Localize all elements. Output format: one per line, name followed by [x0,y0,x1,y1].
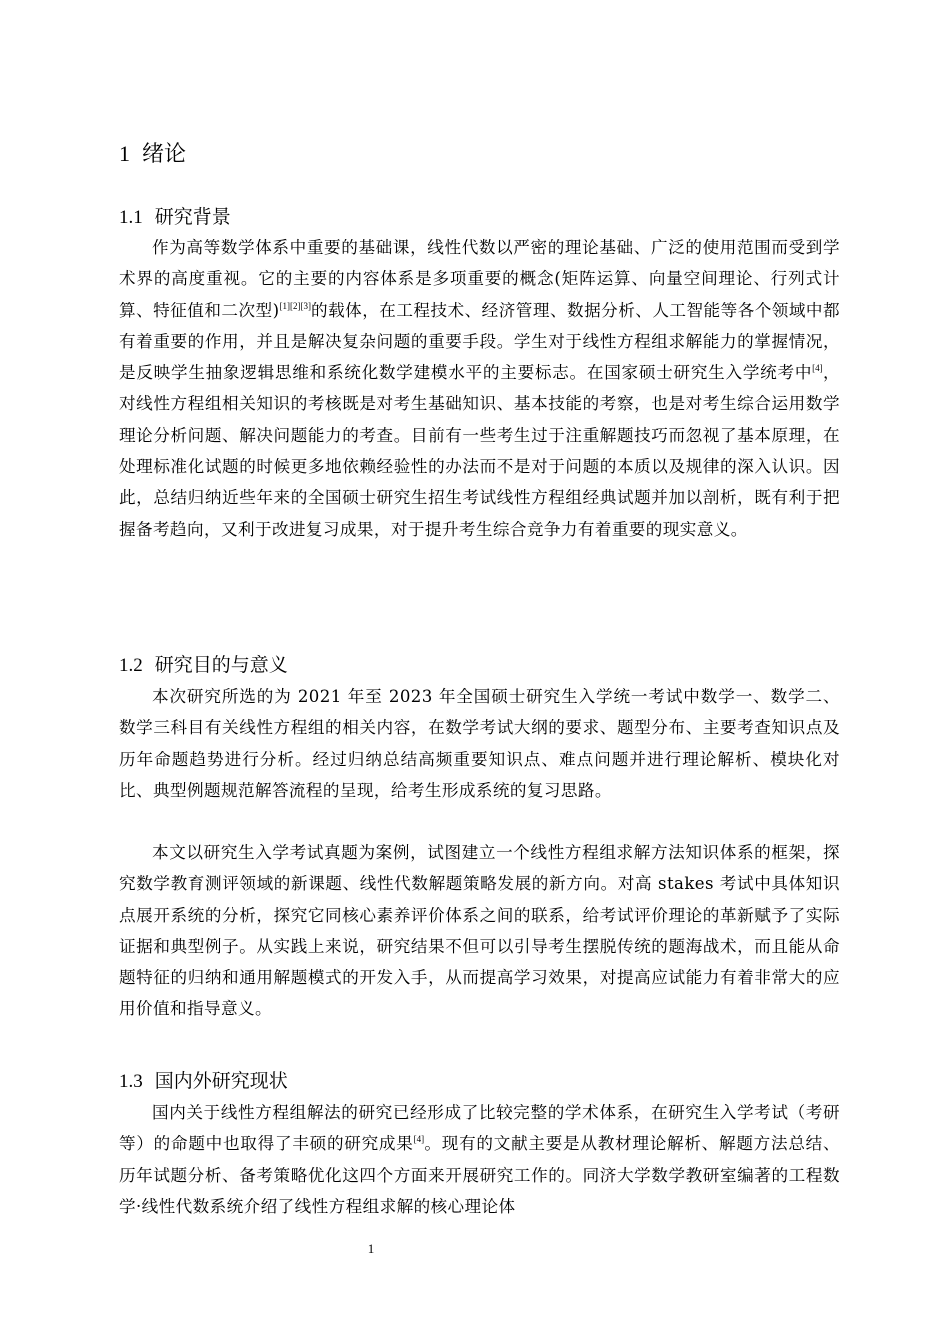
paragraph-text: 本文以研究生入学考试真题为案例，试图建立一个线性方程组求解方法知识体系的框架，探究数学教育测评领域的新课题、线性代数解题策略发展的新方向。对高 stakes 考试中具体知识点展开系统的分析，探究它同核心素养评价体系之间的联系，给考试评价理论的革新赋予了实际证据和典型例子。从实践上来说，研究结果不但可以引导考生摆脱传统的题海战术，而且能从命题特征的归纳和通用解题模式的开发入手，从而提高学习效果，对提高应试能力有着非常大的应用价值和指导意义。 [119,843,840,1019]
section-number: 1.1 [119,207,143,228]
section-title-text: 国内外研究现状 [154,1070,288,1092]
citation-ref: [4] [413,1134,425,1145]
section-heading-1-3 [119,1068,288,1095]
citation-ref: [1][2][3] [279,300,311,311]
chapter-title [119,139,186,170]
paragraph-purpose [119,681,840,806]
paragraph-text: 国内关于线性方程组解法的研究已经形成了比较完整的学术体系，在研究生入学考试（考研等）的命题中也取得了丰硕的研究成果 [119,1103,840,1154]
section-heading-1-2 [119,652,288,679]
paragraph-research-background [119,232,840,545]
page-number: 1 [367,1241,375,1256]
section-number: 1.3 [119,1071,143,1092]
paragraph-text: 的载体，在工程技术、经济管理、数据分析、人工智能等各个领域中都有着重要的作用，并且是解决复杂问题的重要手段。学生对于线性方程组求解能力的掌握情况，是反映学生抽象逻辑思维和系统化数学建模水平的主要标志。在国家硕士研究生入学统考中 [119,300,840,383]
section-number: 1.2 [119,655,143,676]
paragraph-significance [119,837,840,1025]
paragraph-text: 作为高等数学体系中重要的基础课，线性代数以严密的理论基础、广泛的使用范围而受到学术界的高度重视。它的主要的内容体系是多项重要的概念(矩阵运算、向量空间理论、行列式计算、特征值和二次型) [119,238,840,320]
paragraph-text: ，对线性方程组相关知识的考核既是对考生基础知识、基本技能的考察，也是对考生综合运用数学理论分析问题、解决问题能力的考查。目前有一些考生过于注重解题技巧而忽视了基本原理，在处理标准化试题的时候更多地依赖经验性的办法而不是对于问题的本质以及规律的深入认识。因此，总结归纳近些年来的全国硕士研究生招生考试线性方程组经典试题并加以剖析，既有利于把握备考趋向，又利于改进复习成果，对于提升考生综合竞争力有着重要的现实意义。 [119,363,841,539]
paragraph-text: 。现有的文献主要是从教材理论解析、解题方法总结、历年试题分析、备考策略优化这四个方面来开展研究工作的。同济大学数学教研室编著的工程数学·线性代数系统介绍了线性方程组求解的核心理论体 [119,1134,840,1216]
citation-ref: [4] [812,363,823,374]
section-title-text: 研究背景 [154,206,231,228]
chapter-number: 1 [119,141,130,166]
chapter-title-text: 绪论 [142,142,187,167]
section-title-text: 研究目的与意义 [154,654,288,676]
paragraph-research-status [119,1097,840,1222]
section-heading-1-1 [119,204,231,231]
paragraph-text: 本次研究所选的为 2021 年至 2023 年全国硕士研究生入学统一考试中数学一、数学二、数学三科目有关线性方程组的相关内容，在数学考试大纲的要求、题型分布、主要考查知识点及历年命题趋势进行分析。经过归纳总结高频重要知识点、难点问题并进行理论解析、模块化对比、典型例题规范解答流程的呈现，给考生形成系统的复习思路。 [119,687,840,800]
